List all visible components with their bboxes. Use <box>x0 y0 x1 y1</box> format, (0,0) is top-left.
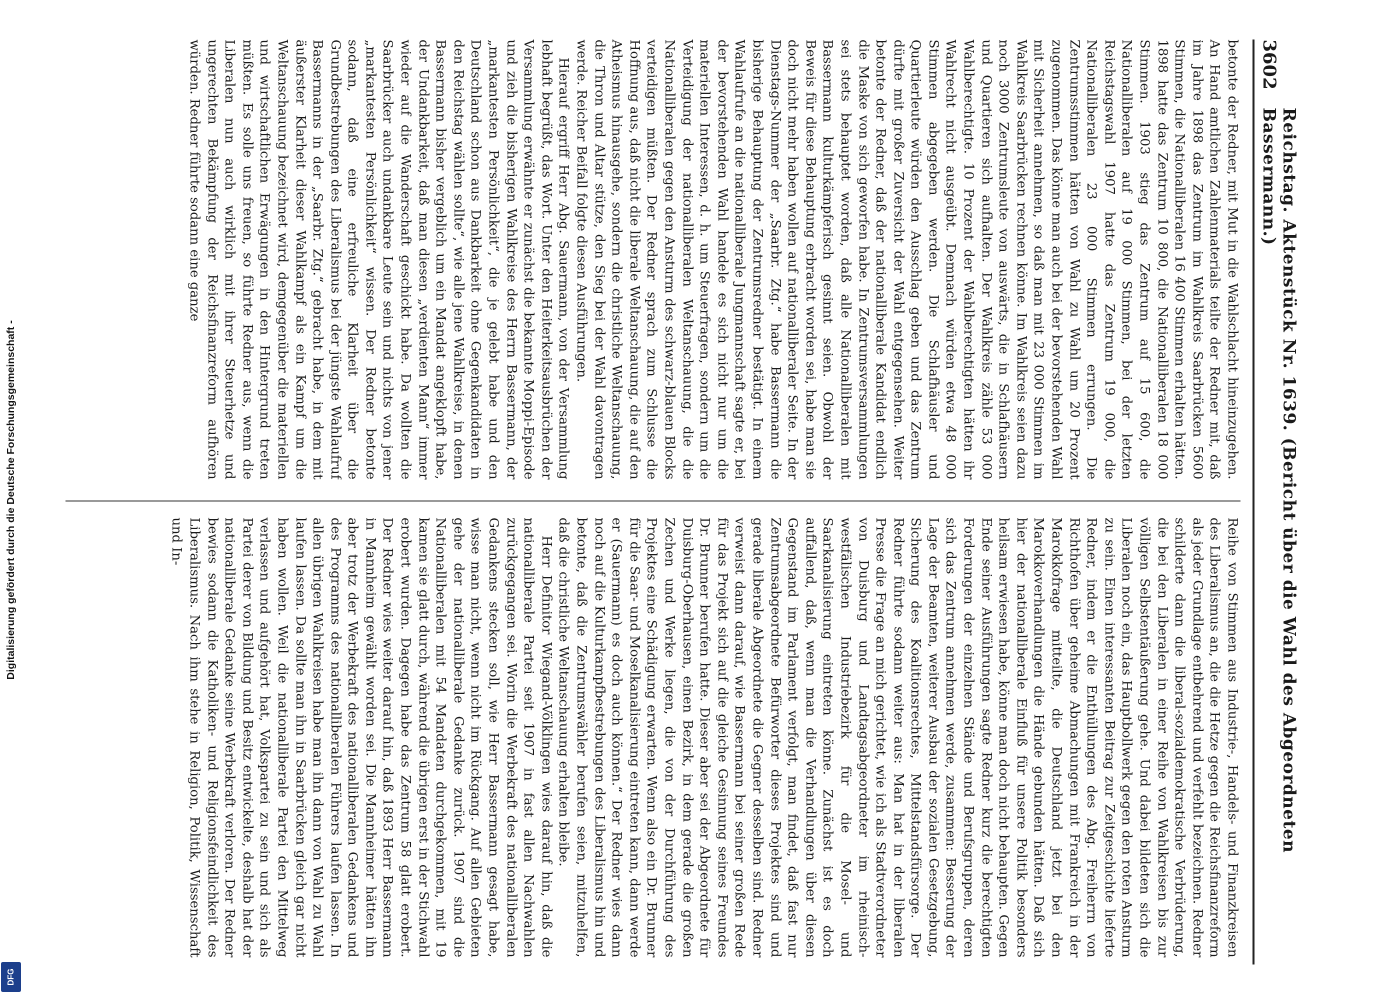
dfg-logo-text: DFG <box>6 968 16 986</box>
rotated-page-content <box>60 39 1299 965</box>
digitization-credit-text: Digitalisierung gefördert durch die Deutsche Forschungsgemeinschaft - <box>5 320 17 680</box>
dfg-logo <box>1 962 21 992</box>
newspaper-page <box>60 39 1299 965</box>
running-head: Reichstag. Aktenstück Nr. 1639. (Bericht über die Wahl des Abgeordneten Bassermann.) <box>1258 107 1299 854</box>
right-column <box>66 518 1241 958</box>
page-header <box>1253 39 1299 965</box>
column-divider <box>66 501 1241 502</box>
left-column-paragraph-1: betonte der Redner, mit Mut in die Wahlschlacht hineinzugehen. An Hand amtlichen Zahlenmaterials teilte der Redner mit, daß im Jahre 1898 das Zentrum im Wahlkreis Saarbrücken 5600 Stimmen, die Nationalliberalen 16 400 Stimmen erhalten hätten. 1898 hatte das Zentrum 10 800, die Nationalliberalen 18 000 Stimmen. 1903 stieg das Zentrum auf 15 600, die Nationalliberalen auf 19 000 Stimmen, bei der letzten Reichstagswahl 1907 hatte das Zentrum 19 000, die Nationalliberalen 23 000 Stimmen errungen. Die Zentrumsstimmen hätten von Wahl zu Wahl um 20 Prozent zugenommen. Das könne man auch bei der bevorstehenden Wahl mit Sicherheit annehmen, so daß man mit 23 000 Stimmen im Wahlkreis Saarbrücken rechnen könne. Im Wahlkreis seien dazu noch 3000 Zentrumsleute von auswärts, die in Schlafhäusern und Quartieren sich aufhalten. Der Wahlkreis zähle 53 000 Wahlberechtigte. 10 Prozent der Wahlberechtigten hätten ihr Wahlrecht nicht ausgeübt. Demnach würden etwa 48 000 Stimmen abgegeben werden. Die Schlafhäusler und Quartierleute würden den Ausschlag geben und das Zentrum dürfte mit großer Zuversicht der Wahl entgegensehen. Weiter betonte der Redner, daß der nationalliberale Kandidat endlich die Maske von sich geworfen habe. In Zentrumsversammlungen sei stets behauptet worden, daß alle Nationalliberalen mit Bassermann kulturkämpferisch gesinnt seien. Obwohl der Beweis für diese Behauptung erbracht worden sei, habe man sie doch nicht mehr haben wollen auf nationalliberaler Seite. In der Dienstags-Nummer der „Saarbr. Ztg.“ habe Bassermann die bisherige Behauptung der Zentrumsredner bestätigt. In einem Wahlaufrufe an die nationalliberale Jungmannschaft sagte er, bei der bevorstehenden Wahl handele es sich nicht nur um die materiellen Interessen, d. h. um Steuerfragen, sondern um die Verteidigung der nationalliberalen Weltanschauung, die die Nationalliberalen gegen den Ansturm des schwarz-blauen Blocks verteidigen müßten. Der Redner sprach zum Schlusse die Hoffnung aus, daß nicht die liberale Weltanschauung, die auf den Atheismus hinausgehe, sondern die christliche Weltanschauung, die Thron und Altar stütze, den Sieg bei der Wahl davontragen werde. Reicher Beifall folgte diesen Ausführungen. <box>573 39 1240 480</box>
page-number: 3602 <box>1258 39 1280 90</box>
right-column-paragraph-2: Herr Definitor Wiegand-Völklingen wies darauf hin, daß die nationalliberale Partei seit 1907 in fast allen Nachwahlen zurückgegangen sei. Worin die Werbekraft des nationalliberalen Gedankens stecken soll, wie Herr Bassermann gesagt habe, wisse man nicht, wenn nicht im Rückgang. Auf allen Gebieten gehe der nationalliberale Gedanke zurück. 1907 sind die Nationalliberalen mit 54 Mandaten durchgekommen, mit 19 kamen sie glatt durch, während die übrigen erst in der Stichwahl erobert wurden. Dagegen habe das Zentrum 58 glatt erobert. Der Redner wies weiter darauf hin, daß 1893 Herr Bassermann in Mannheim gewählt worden sei. Die Mannheimer hätten ihn aber trotz der Werbekraft des nationalliberalen Gedankens und des Programms des nationalliberalen Führers laufen lassen. In allen übrigen Wahlkreisen habe man ihn dann von Wahl zu Wahl laufen lassen. Da sollte man ihn in Saarbrücken gleich gar nicht haben wollen. Weil die nationalliberale Partei den Mittelweg verlassen und aufgehört hat, Volkspartei zu sein und sich als Partei derer von Bildung und Besitz entwickelte, deshalb hat der nationalliberale Gedanke seine Werbekraft verloren. Der Redner bewies sodann die Katholiken- und Religionsfeindlichkeit des Liberalismus. Nach ihm stehe in Religion, Politik, Wissenschaft und In- <box>168 517 554 958</box>
digitization-credit-strip <box>0 0 22 1000</box>
left-column-paragraph-2: Hierauf ergriff Herr Abg. Sauermann, von der Versammlung lebhaft begrüßt, das Wort. Unter den Heiterkeitsausbrüchen der Versammlung erwähnte er zunächst die bekannte Moppi-Episode und zieh die bisherigen Wahlkreise des Herrn Bassermann, der „markantesten Persönlichkeit“, die je gelebt habe und den Deutschland schon aus Dankbarkeit ohne Gegenkandidaten in den Reichstag wählen sollte“, wie alle jene Wahlkreise, in denen Bassermann bisher vergeblich um ein Mandat angeklopft habe, der Undankbarkeit, daß man diesen „verdienten Mann“ immer wieder auf die Wanderschaft geschickt habe. Da wollten die Saarbrücker auch undankbare Leute sein und nichts von jener „markantesten Persönlichkeit“ wissen. Der Redner betonte sodann, daß eine erfreuliche Klarheit über die Grundbestrebungen des Liberalismus bei der jüngste Wahlaufruf Bassermanns in der „Saarbr. Ztg.“ gebracht habe, in dem mit äußerster Klarheit dieser Wahlkampf als ein Kampf um die Weltanschauung bezeichnet wird, demgegenüber die materiellen und wirtschaftlichen Erwägungen in den Hintergrund treten müßten. Es solle uns freuen, so führte Redner aus, wenn die Liberalen nun auch wirklich mit ihrer Steuerhetze und ungerechten Bekämpfung der Reichsfinanzreform aufhören würden. Redner führte sodann eine ganze <box>186 39 571 480</box>
right-column-paragraph-1: Reihe von Stimmen aus Industrie-, Handels- und Finanzkreisen des Liberalismus an, die die Hetze gegen die Reichsfinanzreform als jeder Grundlage entbehrend und verfehlt bezeichnen. Redner schilderte dann die liberal-sozialdemokratische Verbrüderung, die bei den Liberalen in einer Reihe von Wahlkreisen bis zur völligen Selbstentäußerung gehe. Und dabei bildeten sich die Liberalen noch ein, das Hauptbollwerk gegen den roten Ansturm zu sein. Einen interessanten Beitrag zur Zeitgeschichte lieferte Redner, indem er die Enthüllungen des Abg. Freiherrn von Richthofen über geheime Abmachungen mit Frankreich in der Marokkofrage mitteilte, die Deutschland jetzt bei den Marokkoverhandlungen die Hände gebunden hätten. Daß sich hier der nationalliberale Einfluß für unsere Politik besonders heilsam erwiesen habe, könne man doch nicht behaupten. Gegen Ende seiner Ausführungen sagte Redner kurz die berechtigten Forderungen der einzelnen Stände und Berufsgruppen, deren sich das Zentrum annehmen werde, zusammen: Besserung der Lage der Beamten, weiterer Ausbau der sozialen Gesetzgebung, Sicherung des Koalitionsrechtes, Mittelstandsfürsorge. Der Redner führte sodann weiter aus: Man hat in der liberalen Presse die Frage an mich gerichtet, wie ich als Stadtverordneter von Duisburg und Landtagsabgeordneter im rheinisch-westfälischen Industriebezirk für die Mosel- und Saarkanalisierung eintreten könne. Zunächst ist es doch auffallend, daß, wenn man die Verhandlungen über diesen Gegenstand im Parlament verfolgt, man findet, daß fast nur Zentrumsabgeordnete Befürworter dieses Projektes sind und gerade liberale Abgeordnete die Gegner desselben sind. Redner verweist dann darauf, wie Bassermann bei seiner großen Rede für das Projekt sich auf die gleiche Gesinnung seines Freundes Dr. Brunner berufen hatte. Dieser aber sei der Abgeordnete für Duisburg-Oberhausen, einen Bezirk, in dem gerade die großen Zechen und Werke liegen, die von der Durchführung des Projektes eine Schädigung erwarten. Wenn also ein Dr. Brunner für die Saar- und Moselkanalisierung eintreten kann, dann werde er (Sauermann) es doch auch können.“ Der Redner wies dann noch auf die Kulturkampfbestrebungen des Liberalismus hin und betonte, daß die Zentrumswähler berufen seien, mitzuhelfen, daß die christliche Weltanschauung erhalten bleibe. <box>555 517 1240 958</box>
left-column <box>66 40 1241 480</box>
